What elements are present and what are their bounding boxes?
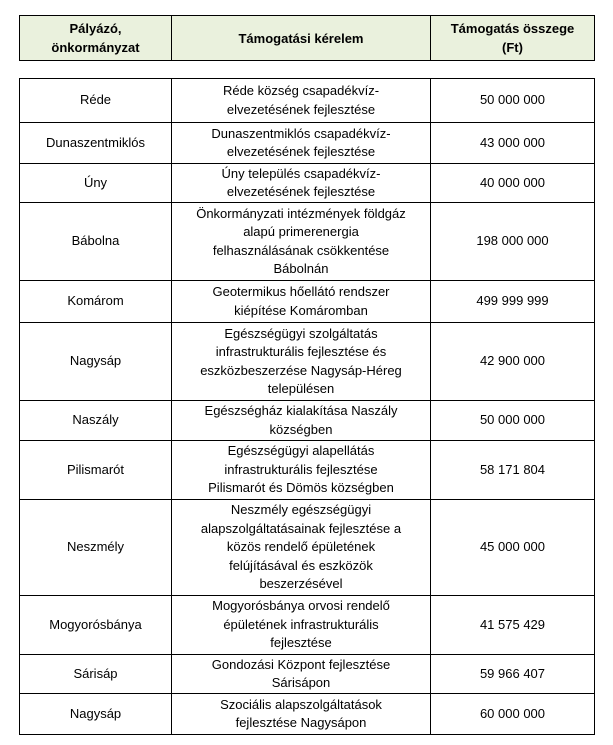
table-row bbox=[20, 79, 595, 123]
header-row bbox=[20, 16, 595, 61]
applicant-cell: Nagysáp bbox=[20, 694, 172, 735]
request-cell: Egészségügyi alapellátás infrastrukturális fejlesztése Pilismarót és Dömös községben bbox=[172, 441, 431, 500]
request-cell: Önkormányzati intézmények földgáz alapú primerenergia felhasználásának csökkentése Bábolnán bbox=[172, 203, 431, 281]
applicant-cell: Dunaszentmiklós bbox=[20, 123, 172, 164]
grants-table bbox=[19, 78, 595, 735]
table-row bbox=[20, 441, 595, 500]
applicant-cell: Naszály bbox=[20, 401, 172, 441]
amount-cell: 50 000 000 bbox=[431, 79, 595, 123]
amount-cell: 41 575 429 bbox=[431, 596, 595, 655]
request-cell: Geotermikus hőellátó rendszer kiépítése Komáromban bbox=[172, 281, 431, 323]
request-cell: Úny település csapadékvíz- elvezetésének fejlesztése bbox=[172, 164, 431, 203]
amount-cell: 40 000 000 bbox=[431, 164, 595, 203]
applicant-cell: Neszmély bbox=[20, 500, 172, 596]
amount-cell: 43 000 000 bbox=[431, 123, 595, 164]
applicant-cell: Pilismarót bbox=[20, 441, 172, 500]
applicant-cell: Nagysáp bbox=[20, 323, 172, 401]
table-row bbox=[20, 401, 595, 441]
amount-cell: 42 900 000 bbox=[431, 323, 595, 401]
amount-cell: 50 000 000 bbox=[431, 401, 595, 441]
table-row bbox=[20, 596, 595, 655]
amount-cell: 59 966 407 bbox=[431, 655, 595, 694]
applicant-cell: Úny bbox=[20, 164, 172, 203]
table-row bbox=[20, 323, 595, 401]
table-row bbox=[20, 123, 595, 164]
request-cell: Mogyorósbánya orvosi rendelő épületének infrastrukturális fejlesztése bbox=[172, 596, 431, 655]
request-cell: Neszmély egészségügyi alapszolgáltatásainak fejlesztése a közös rendelő épületének felújításával és eszközök beszerzésével bbox=[172, 500, 431, 596]
header-request: Támogatási kérelem bbox=[172, 16, 431, 61]
applicant-cell: Mogyorósbánya bbox=[20, 596, 172, 655]
table-row bbox=[20, 500, 595, 596]
applicant-cell: Réde bbox=[20, 79, 172, 123]
request-cell: Dunaszentmiklós csapadékvíz- elvezetésének fejlesztése bbox=[172, 123, 431, 164]
applicant-cell: Sárisáp bbox=[20, 655, 172, 694]
table-row bbox=[20, 694, 595, 735]
table-row bbox=[20, 164, 595, 203]
table-row bbox=[20, 655, 595, 694]
amount-cell: 198 000 000 bbox=[431, 203, 595, 281]
header-amount: Támogatás összege (Ft) bbox=[431, 16, 595, 61]
table-header bbox=[19, 15, 595, 61]
request-cell: Egészségház kialakítása Naszály községben bbox=[172, 401, 431, 441]
table-row bbox=[20, 281, 595, 323]
amount-cell: 58 171 804 bbox=[431, 441, 595, 500]
amount-cell: 60 000 000 bbox=[431, 694, 595, 735]
request-cell: Egészségügyi szolgáltatás infrastrukturális fejlesztése és eszközbeszerzése Nagysáp-Héreg településen bbox=[172, 323, 431, 401]
request-cell: Szociális alapszolgáltatások fejlesztése Nagysápon bbox=[172, 694, 431, 735]
request-cell: Gondozási Központ fejlesztése Sárisápon bbox=[172, 655, 431, 694]
amount-cell: 499 999 999 bbox=[431, 281, 595, 323]
header-applicant: Pályázó, önkormányzat bbox=[20, 16, 172, 61]
request-cell: Réde község csapadékvíz- elvezetésének fejlesztése bbox=[172, 79, 431, 123]
applicant-cell: Bábolna bbox=[20, 203, 172, 281]
amount-cell: 45 000 000 bbox=[431, 500, 595, 596]
applicant-cell: Komárom bbox=[20, 281, 172, 323]
table-row bbox=[20, 203, 595, 281]
